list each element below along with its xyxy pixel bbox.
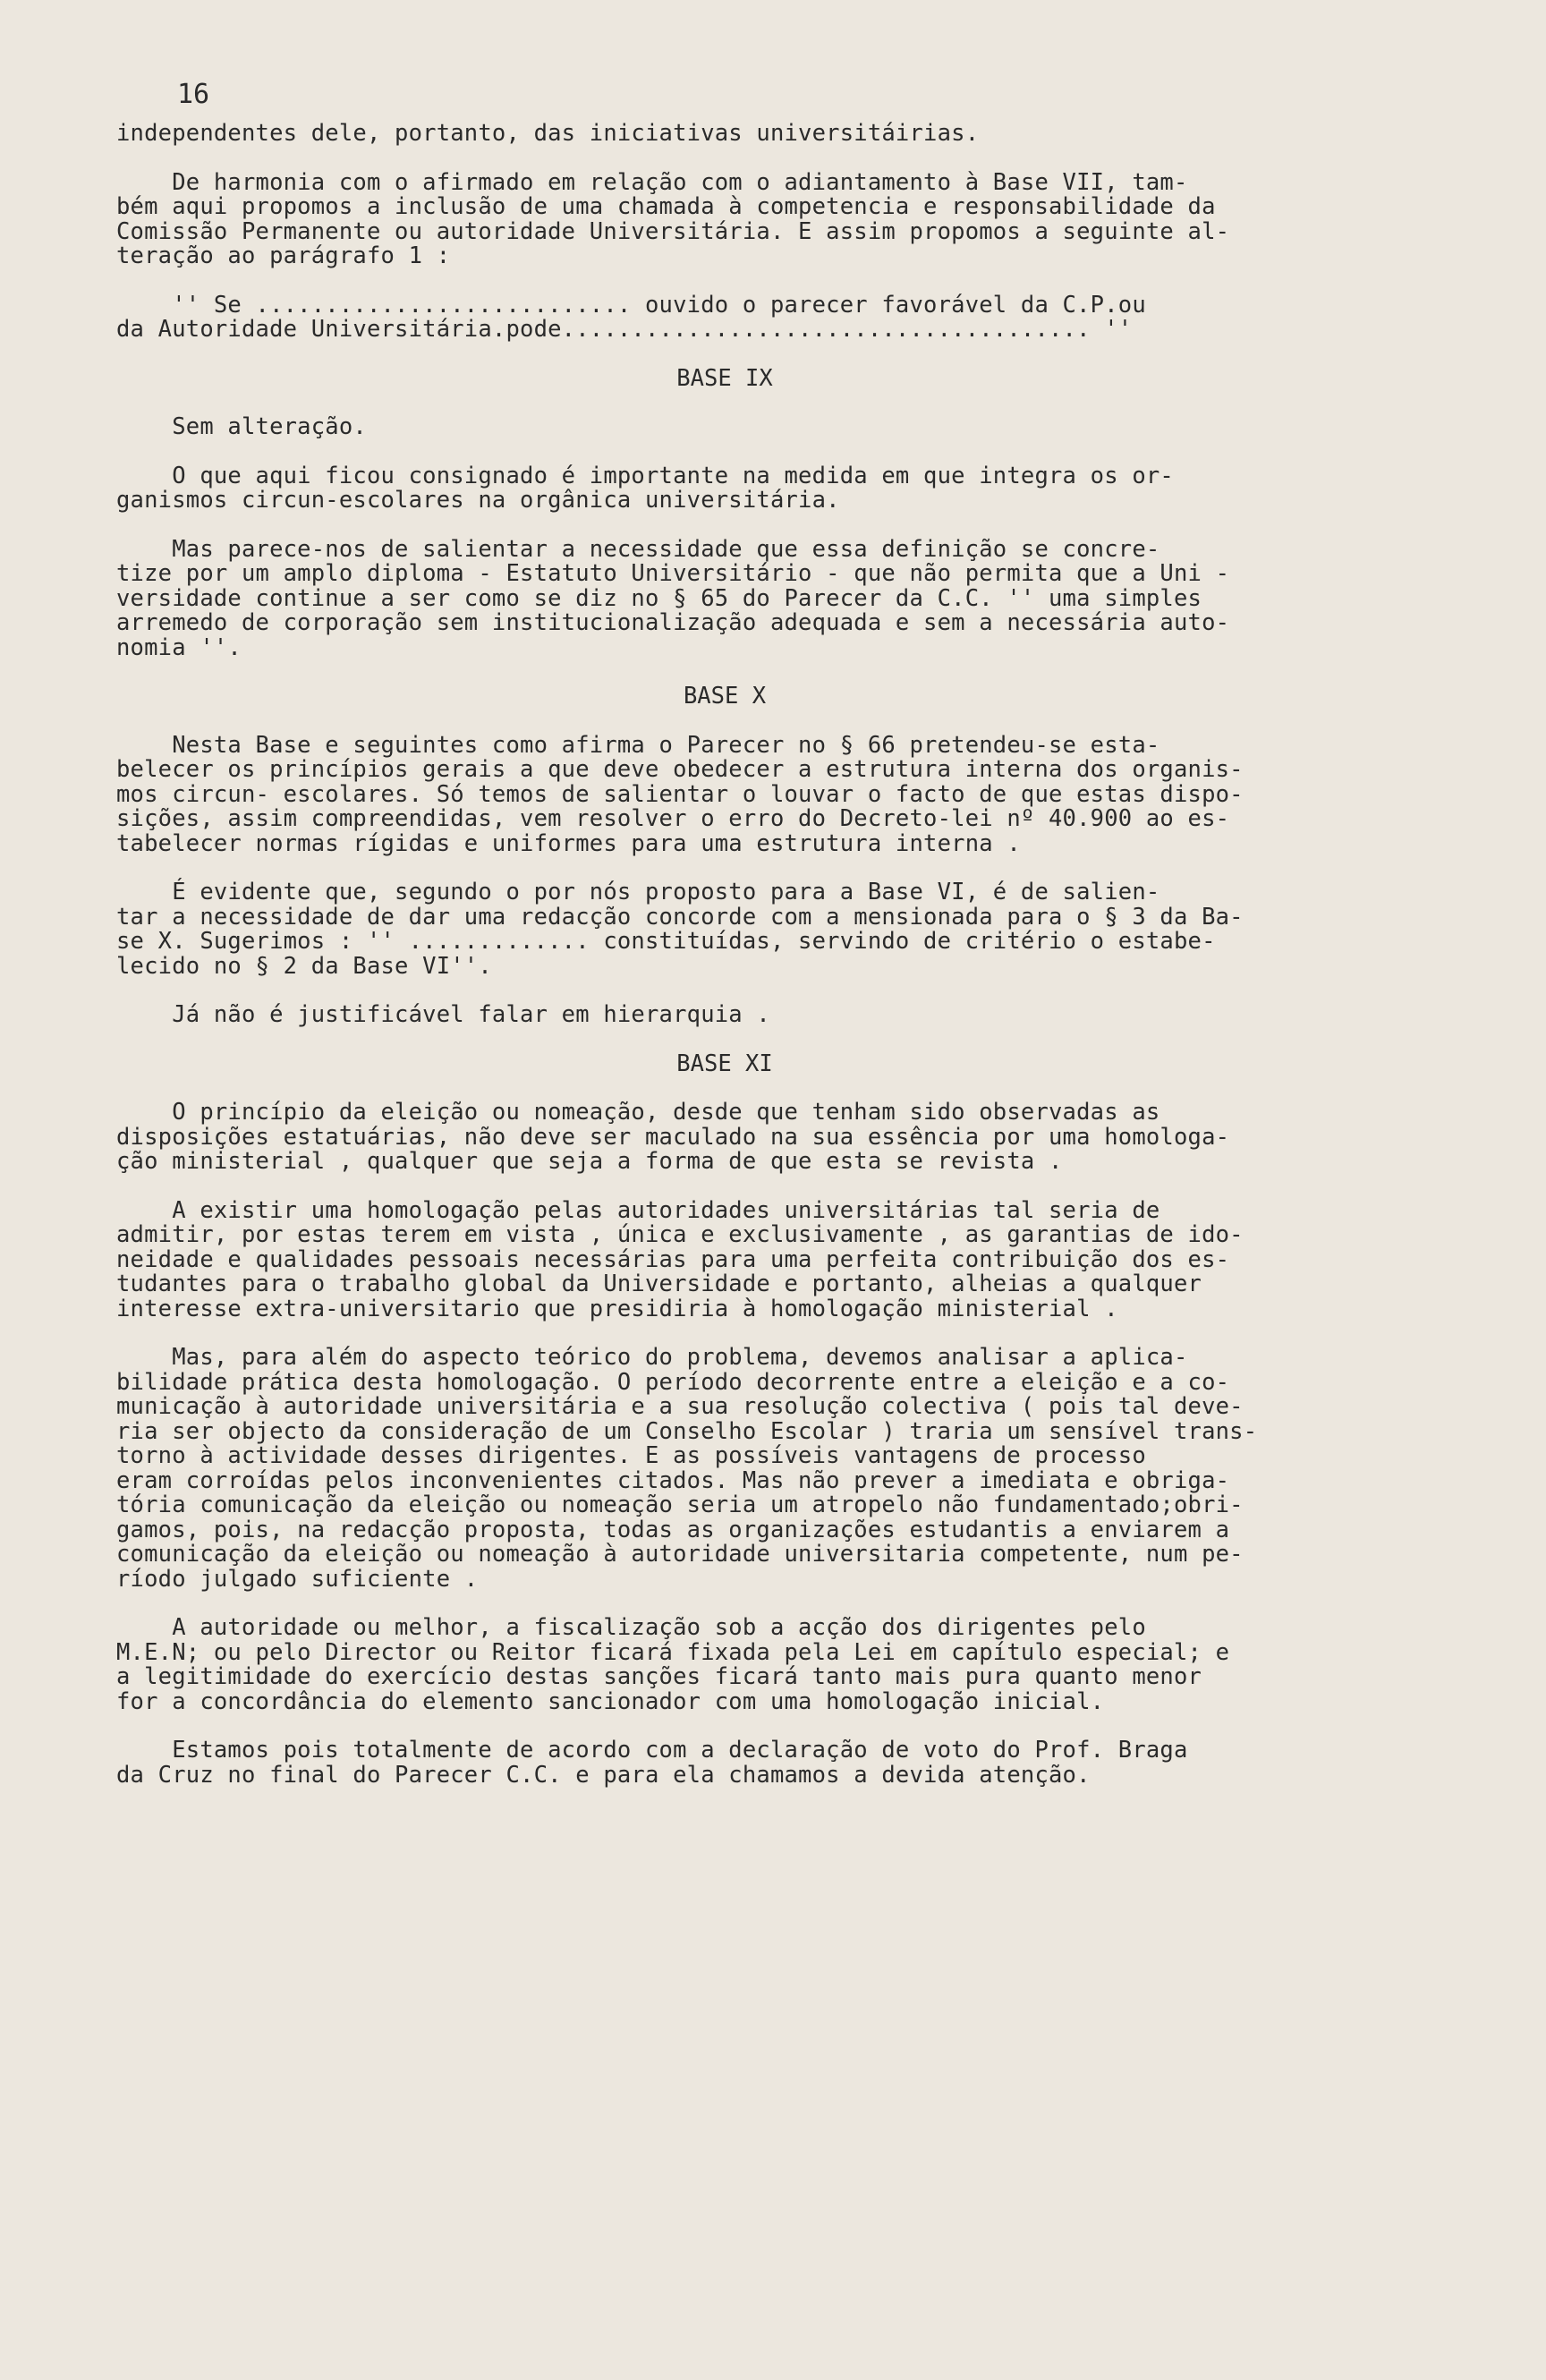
paragraph-gap [116,660,1333,684]
text-line: gamos, pois, na redacção proposta, todas as organizações estudantis a enviarem a [116,1516,1230,1543]
paragraph [116,168,1333,269]
text-line: se X. Sugerimos : '' ............. constituídas, servindo de critério o estabe- [116,928,1216,955]
text-line: tabelecer normas rígidas e uniformes para uma estrutura interna . [116,829,1021,857]
paragraph [116,731,1333,857]
paragraph [116,535,1333,661]
text-line: belecer os princípios gerais a que deve obedecer a estrutura interna dos organis- [116,756,1244,783]
text-line: O princípio da eleição ou nomeação, desde que tenham sido observadas as [116,1099,1160,1126]
text-line: tória comunicação da eleição ou nomeação seria um atropelo não fundamentado;obri- [116,1492,1244,1518]
text-line: '' Se ........................... ouvido o parecer favorável da C.P.ou [116,291,1146,319]
section-heading: BASE XI [676,1050,773,1077]
text-line: O que aqui ficou consignado é importante na medida em que integra os or- [116,462,1174,489]
paragraph-gap [116,1592,1333,1616]
text-line: tar a necessidade de dar uma redacção concorde com a mensionada para o § 3 da Ba- [116,903,1244,931]
text-line: É evidente que, segundo o por nós proposto para a Base VI, é de salien- [116,879,1160,905]
text-line: for a concordância do elemento sancionador com uma homologação inicial. [116,1687,1105,1715]
text-line: comunicação da eleição ou nomeação à autoridade universitaria competente, num pe- [116,1541,1244,1568]
paragraph-gap [116,1322,1333,1346]
section-heading: BASE X [683,683,767,710]
text-line: ganismos circun-escolares na orgânica universitária. [116,487,840,514]
text-line: M.E.N; ou pelo Director ou Reitor ficará fixada pela Lei em capítulo especial; e [116,1638,1230,1666]
text-line: tize por um amplo diploma - Estatuto Universitário - que não permita que a Uni - [116,560,1230,587]
text-line: versidade continue a ser como se diz no § 65 do Parecer da C.C. '' uma simples [116,584,1202,612]
text-line: A autoridade ou melhor, a fiscalização sob a acção dos dirigentes pelo [116,1614,1146,1641]
paragraph [116,1003,1333,1028]
page-number: 16 [177,79,210,110]
text-line: ção ministerial , qualquer que seja a forma de que esta se revista . [116,1148,1063,1175]
paragraph-gap [116,343,1333,367]
typewritten-text [116,122,1333,1788]
text-line: eram corroídas pelos inconvenientes citados. Mas não prever a imediata e obriga- [116,1466,1230,1494]
paragraph-gap [116,147,1333,171]
text-line: Mas parece-nos de salientar a necessidade que essa definição se concre- [116,535,1160,563]
text-line: arremedo de corporação sem institucionalização adequada e sem a necessária auto- [116,609,1230,636]
text-line: independentes dele, portanto, das iniciativas universitáirias. [116,120,980,147]
text-line: Estamos pois totalmente de acordo com a declaração de voto do Prof. Braga [116,1737,1188,1764]
text-line: disposições estatuárias, não deve ser maculado na sua essência por uma homologa- [116,1123,1230,1151]
paragraph-gap [116,1028,1333,1052]
text-line: sições, assim compreendidas, vem resolver o erro do Decreto-lei nº 40.900 ao es- [116,805,1230,832]
text-line: Sem alteração. [116,413,367,440]
paragraph-gap [116,979,1333,1003]
section-heading: BASE IX [676,364,773,392]
text-line: nomia ''. [116,633,242,661]
text-line: De harmonia com o afirmado em relação com o adiantamento à Base VII, tam- [116,168,1188,196]
text-line: ríodo julgado suficiente . [116,1565,479,1593]
text-line: bém aqui propomos a inclusão de uma chamada à competencia e responsabilidade da [116,193,1216,220]
text-line: a legitimidade do exercício destas sanções ficará tanto mais pura quanto menor [116,1663,1202,1690]
paragraph-gap [116,1175,1333,1199]
paragraph-gap [116,269,1333,293]
paragraph [116,464,1333,514]
text-line: A existir uma homologação pelas autoridades universitárias tal seria de [116,1196,1160,1224]
text-line: ria ser objecto da consideração de um Conselho Escolar ) traria um sensível trans- [116,1417,1258,1445]
paragraph [116,1196,1333,1322]
paragraph-gap [116,1714,1333,1738]
text-line: admitir, por estas terem em vista , única e exclusivamente , as garantias de ido- [116,1221,1244,1248]
text-line: teração ao parágrafo 1 : [116,242,451,269]
text-line: interesse extra-universitario que presidiria à homologação ministerial . [116,1295,1118,1322]
text-line: da Cruz no final do Parecer C.C. e para ela chamamos a devida atenção. [116,1761,1091,1789]
text-line: Mas, para além do aspecto teórico do problema, devemos analisar a aplica- [116,1344,1188,1371]
paragraph [116,122,1333,147]
text-line: tudantes para o trabalho global da Universidade e portanto, alheias a qualquer [116,1271,1202,1297]
paragraph [116,1101,1333,1175]
text-line: municação à autoridade universitária e a sua resolução colectiva ( pois tal deve- [116,1393,1244,1420]
paragraph-gap [116,514,1333,538]
text-line: lecido no § 2 da Base VI''. [116,952,492,980]
text-line: neidade e qualidades pessoais necessárias para uma perfeita contribuição dos es- [116,1245,1230,1273]
text-line: bilidade prática desta homologação. O período decorrente entre a eleição e a co- [116,1368,1230,1396]
paragraph [116,1738,1333,1788]
paragraph [116,415,1333,440]
text-line: Já não é justificável falar em hierarquia . [116,1001,770,1028]
text-line: Comissão Permanente ou autoridade Universitária. E assim propomos a seguinte al- [116,217,1230,245]
text-line: da Autoridade Universitária.pode...................................... '' [116,316,1133,343]
paragraph-gap [116,440,1333,464]
paragraph [116,293,1333,343]
text-line: torno à actividade desses dirigentes. E as possíveis vantagens de processo [116,1442,1146,1469]
text-line: mos circun- escolares. Só temos de salientar o louvar o facto de que estas dispo- [116,780,1244,808]
paragraph-gap [116,856,1333,880]
paragraph [116,1616,1333,1714]
text-line: Nesta Base e seguintes como afirma o Parecer no § 66 pretendeu-se esta- [116,731,1160,759]
paragraph [116,880,1333,979]
paragraph [116,1346,1333,1592]
